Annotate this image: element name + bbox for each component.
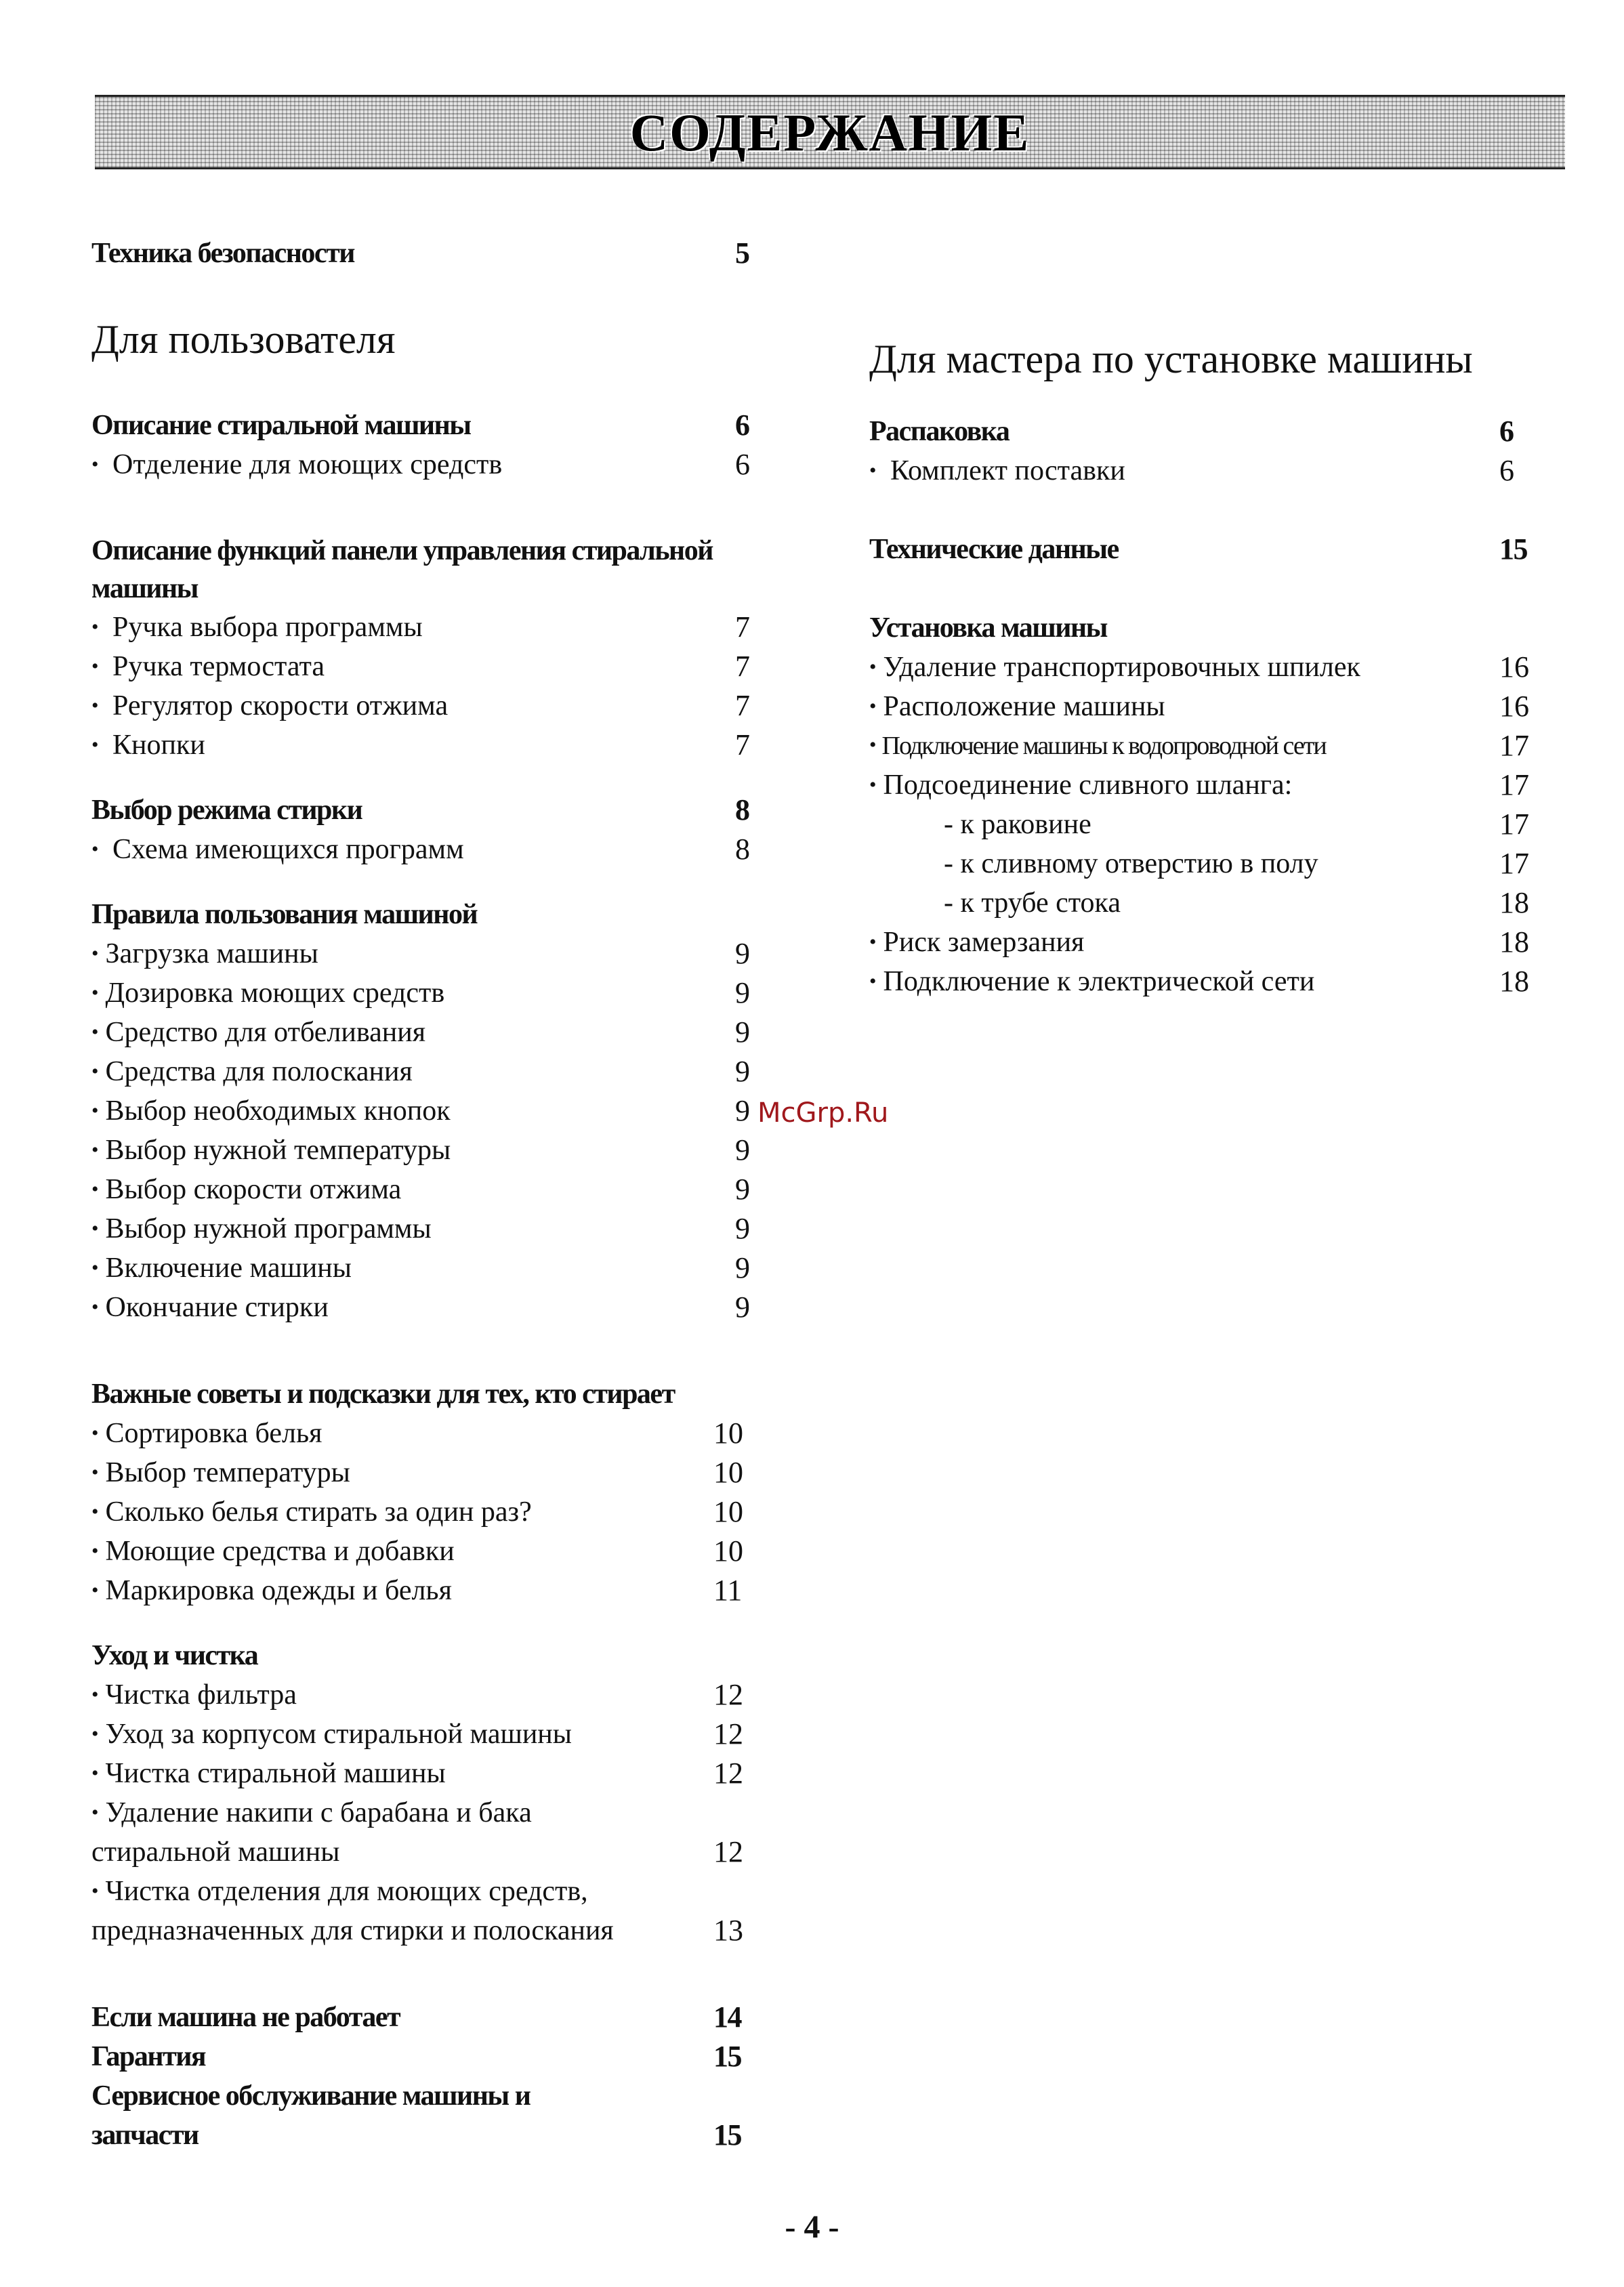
toc-page-number: 8	[735, 833, 750, 866]
toc-item-label: Маркировка одежды и белья	[105, 1575, 452, 1606]
toc-group-heading[interactable]: Уход и чистка	[91, 1640, 258, 1671]
page-number: - 4 -	[785, 2209, 839, 2245]
toc-item-label: Выбор необходимых кнопок	[105, 1095, 451, 1127]
toc-item[interactable]	[91, 1715, 769, 1754]
toc-page-number: 9	[735, 1015, 750, 1049]
toc-group-label: Распаковка	[869, 416, 1009, 447]
toc-page-number: 9	[735, 1291, 750, 1324]
toc-item[interactable]	[91, 1052, 769, 1091]
toc-entry-label: Сервисное обслуживание машины и	[91, 2080, 530, 2112]
toc-page-number: 16	[1499, 650, 1529, 684]
toc-page-number: 15	[1499, 532, 1527, 566]
toc-group-heading[interactable]	[869, 412, 1547, 451]
toc-page-number: 7	[735, 689, 750, 722]
toc-item-label: Кнопки	[112, 730, 205, 761]
toc-page-number: 18	[1499, 886, 1529, 919]
toc-item-cont[interactable]	[91, 1832, 769, 1872]
toc-item-label: Подключение машины к водопроводной сети	[881, 732, 1326, 760]
toc-page-number: 12	[713, 1757, 743, 1790]
toc-item[interactable]	[869, 687, 1547, 726]
toc-page-number: 5	[735, 236, 749, 270]
toc-item-cont[interactable]	[91, 1911, 769, 1950]
toc-subitem[interactable]	[869, 844, 1547, 883]
toc-group-heading[interactable]	[869, 530, 1547, 569]
toc-item-label: Дозировка моющих средств	[105, 978, 445, 1009]
toc-group-heading-cont[interactable]: машины	[91, 573, 198, 604]
toc-entry[interactable]	[91, 1998, 769, 2037]
toc-item[interactable]	[91, 1131, 769, 1170]
toc-page-number: 9	[735, 1094, 750, 1127]
toc-entry-label: Техника безопасности	[91, 238, 354, 269]
toc-item-label: Выбор скорости отжима	[105, 1174, 402, 1205]
toc-item[interactable]	[91, 686, 769, 726]
toc-page-number: 17	[1499, 768, 1529, 801]
toc-item-label: Схема имеющихся программ	[112, 834, 464, 865]
toc-item-label: Чистка фильтра	[105, 1679, 297, 1711]
toc-item-label: Средство для отбеливания	[105, 1017, 426, 1048]
toc-item[interactable]	[91, 1675, 769, 1715]
toc-item-label: Удаление накипи с барабана и бака	[105, 1797, 532, 1828]
toc-item-label: стиральной машины	[91, 1837, 340, 1868]
toc-page-number: 12	[713, 1717, 743, 1750]
toc-page-number: 17	[1499, 807, 1529, 841]
toc-entry-label: запчасти	[91, 2120, 199, 2151]
toc-entry-label: Если машина не работает	[91, 2002, 400, 2033]
toc-page-number: 10	[713, 1456, 743, 1489]
toc-item-label: Загрузка машины	[105, 938, 318, 969]
toc-page-number: 9	[735, 1212, 750, 1245]
toc-item[interactable]	[91, 1414, 769, 1453]
toc-item-label: Чистка стиральной машины	[105, 1758, 446, 1789]
toc-item[interactable]	[91, 445, 769, 484]
toc-item-label: Окончание стирки	[105, 1292, 329, 1323]
toc-item[interactable]	[869, 451, 1547, 490]
toc-item-label: Комплект поставки	[890, 455, 1125, 486]
toc-item[interactable]	[91, 1793, 769, 1832]
toc-item[interactable]	[91, 1249, 769, 1288]
toc-page-number: 18	[1499, 965, 1529, 998]
toc-page-number: 10	[713, 1417, 743, 1450]
toc-group-heading[interactable]: Установка машины	[869, 612, 1107, 644]
toc-group-label: Выбор режима стирки	[91, 795, 362, 826]
toc-entry-label: Гарантия	[91, 2041, 206, 2072]
toc-page-number: 7	[735, 728, 750, 761]
toc-item-label: Выбор нужной программы	[105, 1213, 432, 1244]
toc-item-label: Выбор нужной температуры	[105, 1135, 451, 1166]
toc-page-number: 13	[713, 1914, 743, 1947]
toc-item[interactable]	[869, 726, 1547, 765]
toc-item-label: - к трубе стока	[944, 887, 1121, 919]
toc-group-label: Описание стиральной машины	[91, 410, 471, 441]
toc-item[interactable]	[91, 1872, 769, 1911]
toc-item[interactable]	[91, 1754, 769, 1793]
toc-item[interactable]	[91, 1170, 769, 1209]
toc-item[interactable]	[91, 1453, 769, 1492]
section-heading-user: Для пользователя	[91, 317, 396, 362]
toc-page-number: 15	[713, 2040, 741, 2073]
toc-group-heading[interactable]: Важные советы и подсказки для тех, кто стирает	[91, 1379, 675, 1410]
toc-item[interactable]	[91, 1091, 769, 1131]
toc-group-label: Технические данные	[869, 534, 1119, 565]
toc-item[interactable]	[869, 765, 1547, 805]
toc-item-label: Риск замерзания	[883, 927, 1085, 958]
toc-page-number: 8	[735, 793, 749, 826]
toc-page-number: 6	[735, 448, 750, 481]
toc-page-number: 9	[735, 1173, 750, 1206]
toc-item-label: Выбор температуры	[105, 1457, 350, 1488]
toc-entry-safety[interactable]	[91, 234, 769, 273]
toc-page-number: 17	[1499, 847, 1529, 880]
toc-page-number: 10	[713, 1495, 743, 1528]
toc-item-label: Включение машины	[105, 1253, 352, 1284]
toc-item-label: Расположение машины	[883, 691, 1165, 722]
toc-item-label: Регулятор скорости отжима	[112, 690, 449, 721]
toc-page-number: 9	[735, 1055, 750, 1088]
toc-page-number: 6	[1499, 454, 1514, 487]
toc-page-number: 6	[1499, 415, 1514, 448]
toc-item[interactable]	[91, 934, 769, 973]
toc-entry[interactable]	[91, 2076, 769, 2116]
toc-subitem[interactable]	[869, 883, 1547, 923]
toc-item[interactable]	[91, 1013, 769, 1052]
toc-page-number: 9	[735, 1251, 750, 1284]
toc-item-label: - к сливному отверстию в полу	[944, 848, 1318, 879]
toc-group-heading[interactable]: Правила пользования машиной	[91, 899, 478, 930]
toc-item[interactable]	[869, 923, 1547, 962]
toc-item-label: предназначенных для стирки и полоскания	[91, 1915, 614, 1946]
toc-item[interactable]	[91, 1532, 769, 1571]
toc-item-label: Ручка термостата	[112, 651, 325, 682]
user-column	[91, 234, 769, 2155]
toc-page-number: 12	[713, 1835, 743, 1868]
toc-entry-cont[interactable]	[91, 2116, 769, 2155]
toc-item[interactable]	[91, 647, 769, 686]
toc-item-label: Сортировка белья	[105, 1418, 322, 1449]
toc-item-label: Сколько белья стирать за один раз?	[105, 1496, 532, 1528]
toc-page-number: 7	[735, 610, 750, 644]
toc-page-number: 11	[713, 1574, 743, 1607]
toc-item-label: Подсоединение сливного шланга:	[883, 770, 1293, 801]
toc-item-label: Моющие средства и добавки	[105, 1536, 455, 1567]
toc-item[interactable]	[91, 1571, 769, 1610]
toc-page-number: 18	[1499, 925, 1529, 959]
toc-item-label: Средства для полоскания	[105, 1056, 413, 1087]
toc-page-number: 15	[713, 2118, 741, 2152]
toc-item[interactable]	[91, 726, 769, 765]
toc-item-label: Уход за корпусом стиральной машины	[105, 1719, 572, 1750]
toc-group-heading[interactable]: Описание функций панели управления стиральной	[91, 535, 713, 566]
title-banner	[95, 95, 1565, 169]
toc-group-heading[interactable]	[91, 791, 769, 830]
toc-entry[interactable]	[91, 2037, 769, 2076]
toc-item[interactable]	[91, 1492, 769, 1532]
toc-item-label: Чистка отделения для моющих средств,	[105, 1876, 588, 1907]
watermark-text: McGrp.Ru	[757, 1097, 889, 1129]
toc-item-label: Ручка выбора программы	[112, 612, 423, 643]
toc-page-number: 12	[713, 1678, 743, 1711]
toc-item[interactable]	[91, 1288, 769, 1327]
toc-page-number: 17	[1499, 729, 1529, 762]
toc-page-number: 9	[735, 976, 750, 1009]
page-title: СОДЕРЖАНИЕ	[629, 103, 1030, 162]
toc-page-number: 7	[735, 650, 750, 683]
toc-page-number: 10	[713, 1534, 743, 1568]
toc-item-label: Удаление транспортировочных шпилек	[883, 652, 1360, 683]
toc-page-number: 16	[1499, 690, 1529, 723]
toc-item-label: Подключение к электрической сети	[883, 966, 1315, 997]
toc-item[interactable]	[91, 830, 769, 869]
toc-item[interactable]	[869, 962, 1547, 1001]
master-column	[869, 332, 1547, 1001]
toc-page-number: 14	[713, 2000, 741, 2034]
toc-page-number: 9	[735, 937, 750, 970]
toc-group-heading[interactable]	[91, 406, 769, 445]
toc-item-label: Отделение для моющих средств	[112, 449, 503, 480]
toc-subitem[interactable]	[869, 805, 1547, 844]
toc-item-label: - к раковине	[944, 809, 1091, 840]
toc-page-number: 9	[735, 1133, 750, 1167]
toc-item[interactable]	[91, 973, 769, 1013]
toc-item[interactable]	[91, 1209, 769, 1249]
section-heading-master: Для мастера по установке машины	[869, 337, 1473, 381]
toc-page-number: 6	[735, 408, 749, 442]
toc-item[interactable]	[869, 648, 1547, 687]
toc-item[interactable]	[91, 608, 769, 647]
